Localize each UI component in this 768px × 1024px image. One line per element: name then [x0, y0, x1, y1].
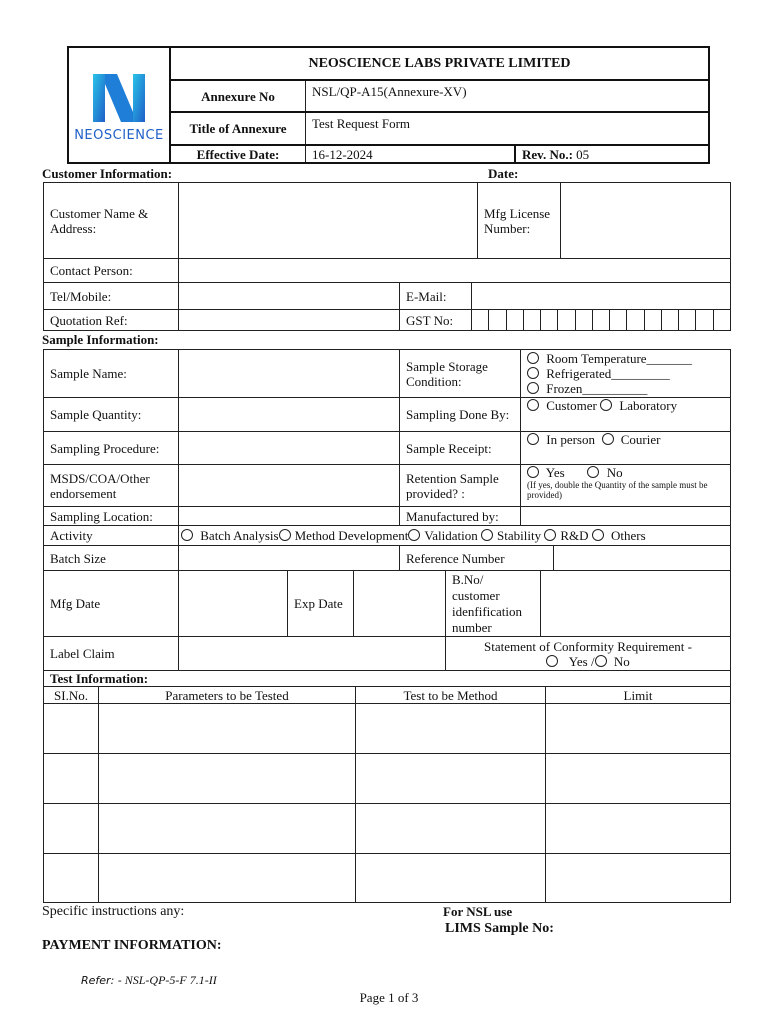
rev-no-cell [515, 145, 709, 163]
radio-icon [600, 399, 612, 411]
exp-date-field[interactable] [354, 571, 446, 637]
radio-icon [481, 529, 493, 541]
title-label: Title of Annexure [170, 112, 306, 145]
storage-option-refrigerated[interactable]: Refrigerated_________ [527, 366, 724, 381]
lims-sample-no: LIMS Sample No: [445, 921, 554, 936]
rev-no-label: Rev. No.: [522, 146, 573, 162]
header-table [67, 46, 710, 164]
title-value: Test Request Form [306, 112, 710, 145]
test-table [43, 670, 731, 903]
annexure-no-label: Annexure No [170, 80, 306, 112]
mfg-date-label: Mfg Date [44, 571, 179, 637]
retention-label: Retention Sample provided? : [400, 465, 521, 507]
effective-date-value: 16-12-2024 [306, 145, 516, 163]
retention-no[interactable]: No [587, 465, 622, 480]
sampling-procedure-label: Sampling Procedure: [44, 432, 179, 465]
radio-icon [544, 529, 556, 541]
activity-table [43, 525, 731, 546]
done-by-options [521, 398, 731, 432]
col-parameters: Parameters to be Tested [99, 687, 356, 704]
mfg-date-field[interactable] [179, 571, 288, 637]
activity-validation[interactable]: Validation [408, 528, 477, 543]
logo-cell [68, 47, 170, 163]
msds-label: MSDS/COA/Other endorsement [44, 465, 179, 507]
refer-line [81, 973, 217, 988]
col-limit: Limit [546, 687, 731, 704]
customer-section-title: Customer Information: [42, 166, 173, 181]
reference-number-label: Reference Number [400, 546, 554, 571]
storage-options [521, 350, 731, 398]
batch-size-label: Batch Size [44, 546, 179, 571]
radio-icon [408, 529, 420, 541]
retention-yes[interactable]: Yes [527, 465, 565, 480]
receipt-courier[interactable]: Courier [602, 432, 661, 447]
storage-option-frozen[interactable]: Frozen__________ [527, 381, 724, 396]
quotation-field[interactable] [179, 310, 400, 331]
activity-batch-analysis[interactable]: Batch Analysis [181, 528, 279, 543]
sampling-done-by-label: Sampling Done By: [400, 398, 521, 432]
receipt-options [521, 432, 731, 465]
gst-field[interactable] [472, 310, 731, 331]
col-method: Test to be Method [356, 687, 546, 704]
refer-label: Refer: - [81, 974, 122, 987]
sampling-location-field[interactable] [179, 507, 400, 526]
sample-quantity-label: Sample Quantity: [44, 398, 179, 432]
payment-information: PAYMENT INFORMATION: [42, 938, 222, 953]
sample-name-field[interactable] [179, 350, 400, 398]
manufactured-by-field[interactable] [521, 507, 731, 526]
email-label: E-Mail: [400, 283, 472, 310]
exp-date-label: Exp Date [288, 571, 354, 637]
radio-icon [587, 466, 599, 478]
radio-icon [181, 529, 193, 541]
customer-name-label: Customer Name & Address: [44, 183, 179, 259]
activity-method-development[interactable]: Method Development [279, 528, 409, 543]
sample-name-label: Sample Name: [44, 350, 179, 398]
specific-instructions: Specific instructions any: [42, 904, 185, 919]
customer-name-field[interactable] [179, 183, 478, 259]
sample-quantity-field[interactable] [179, 398, 400, 432]
email-field[interactable] [472, 283, 731, 310]
rev-no-value: 05 [576, 146, 590, 162]
table-row [44, 704, 731, 754]
batch-size-field[interactable] [179, 546, 400, 571]
radio-icon [527, 433, 539, 445]
manufactured-by-label: Manufactured by: [400, 507, 521, 526]
gst-boxes [472, 310, 730, 330]
storage-label: Sample Storage Condition: [400, 350, 521, 398]
label-claim-table [43, 636, 731, 671]
radio-icon [595, 655, 607, 667]
done-by-customer[interactable]: Customer [527, 398, 597, 413]
page-number: Page 1 of 3 [359, 990, 419, 1005]
radio-icon [527, 382, 539, 394]
radio-icon [546, 655, 558, 667]
logo-text: NEOSCIENCE [74, 127, 164, 143]
sample-section-title: Sample Information: [42, 332, 159, 347]
mfg-license-field[interactable] [561, 183, 731, 259]
table-row [44, 854, 731, 903]
receipt-in-person[interactable]: In person [527, 432, 595, 447]
dates-table [43, 570, 731, 637]
for-nsl-use: For NSL use [443, 904, 513, 919]
tel-field[interactable] [179, 283, 400, 310]
radio-icon [592, 529, 604, 541]
annexure-no-value: NSL/QP-A15(Annexure-XV) [306, 80, 710, 112]
col-si-no: SI.No. [44, 687, 99, 704]
sample-table [43, 349, 731, 526]
sampling-procedure-field[interactable] [179, 432, 400, 465]
neoscience-logo-icon [87, 68, 151, 128]
activity-label: Activity [44, 526, 179, 546]
table-row [44, 804, 731, 854]
gst-label: GST No: [400, 310, 472, 331]
mfg-license-label: Mfg License Number: [478, 183, 561, 259]
conformity-yes[interactable]: Yes / [546, 654, 594, 669]
label-claim-label: Label Claim [44, 637, 179, 671]
done-by-laboratory[interactable]: Laboratory [600, 398, 677, 413]
sampling-location-label: Sampling Location: [44, 507, 179, 526]
conformity-label: Statement of Conformity Requirement - [484, 638, 692, 654]
reference-number-field[interactable] [554, 546, 731, 571]
contact-person-field[interactable] [179, 259, 731, 283]
contact-table [43, 282, 731, 331]
company-name: NEOSCIENCE LABS PRIVATE LIMITED [170, 47, 709, 80]
radio-icon [527, 466, 539, 478]
radio-icon [527, 367, 539, 379]
activity-options [179, 526, 731, 546]
tel-label: Tel/Mobile: [44, 283, 179, 310]
retention-note: (If yes, double the Quantity of the sample must be provided) [527, 480, 708, 500]
label-claim-field[interactable] [179, 637, 446, 671]
radio-icon [279, 529, 291, 541]
test-section-title: Test Information: [44, 671, 731, 687]
conformity-cell [446, 637, 731, 671]
activity-others[interactable]: Others [592, 528, 646, 543]
batch-table [43, 545, 731, 571]
contact-person-label: Contact Person: [44, 259, 179, 283]
refer-value: NSL-QP-5-F 7.1-II [124, 973, 217, 987]
bno-field[interactable] [541, 571, 731, 637]
retention-options [521, 465, 731, 507]
activity-stability[interactable]: Stability [481, 528, 541, 543]
radio-icon [602, 433, 614, 445]
sample-receipt-label: Sample Receipt: [400, 432, 521, 465]
radio-icon [527, 399, 539, 411]
msds-field[interactable] [179, 465, 400, 507]
bno-label: B.No/ customer idenfification number [446, 571, 541, 637]
storage-option-room[interactable]: Room Temperature_______ [527, 351, 724, 366]
quotation-label: Quotation Ref: [44, 310, 179, 331]
table-row [44, 754, 731, 804]
radio-icon [527, 352, 539, 364]
date-label: Date: [488, 166, 519, 181]
activity-rnd[interactable]: R&D [544, 528, 588, 543]
customer-table [43, 182, 731, 283]
effective-date-label: Effective Date: [170, 145, 306, 163]
conformity-no[interactable]: No [595, 654, 630, 669]
